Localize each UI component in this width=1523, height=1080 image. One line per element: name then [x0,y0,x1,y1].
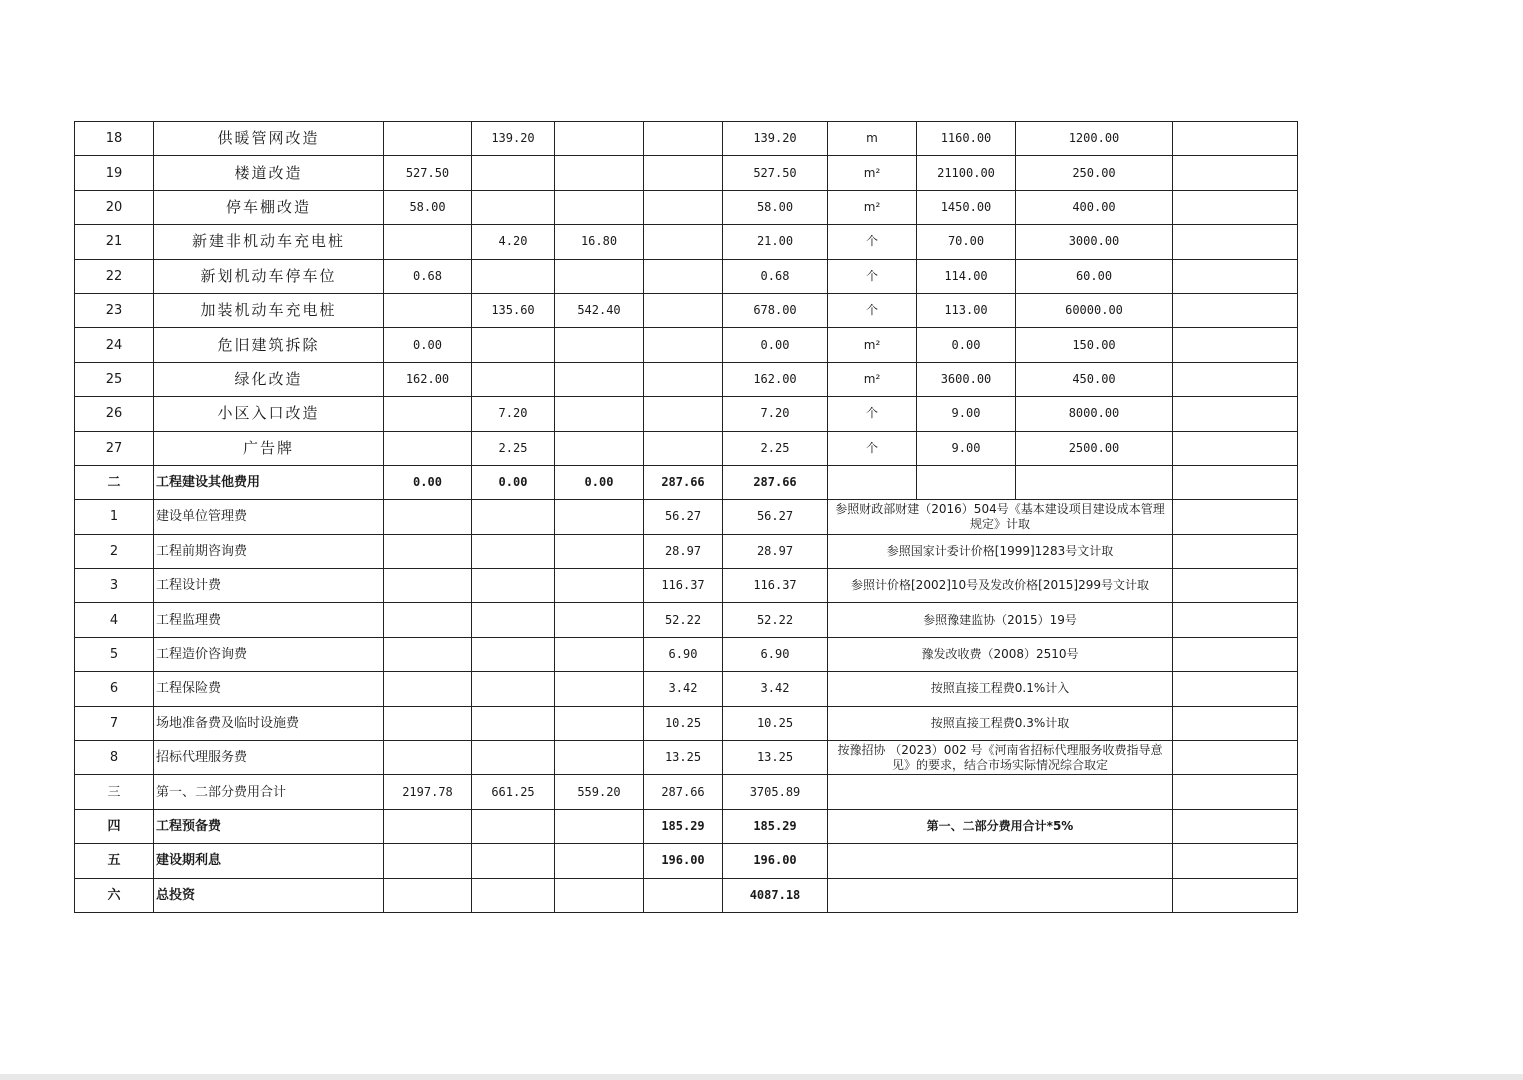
empty-cell [472,500,555,534]
note [1173,431,1298,465]
row-no: 1 [75,500,154,534]
interest-row [75,844,1298,878]
row-no: 27 [75,431,154,465]
empty-cell [384,809,472,843]
cost-col-4 [644,156,723,190]
unit: 个 [828,259,917,293]
cost-col-4: 185.29 [644,809,723,843]
unit: 个 [828,431,917,465]
cost-col-1 [384,397,472,431]
item-name: 楼道改造 [154,156,384,190]
cost-col-3: 0.00 [555,465,644,499]
empty-cell [384,500,472,534]
cost-col-1: 162.00 [384,362,472,396]
cost-total: 139.20 [723,122,828,156]
empty-cell [555,706,644,740]
page-bottom-edge [0,1074,1523,1080]
cost-col-4 [644,122,723,156]
cost-col-4: 10.25 [644,706,723,740]
table-row [75,706,1298,740]
unit-price: 150.00 [1016,328,1173,362]
note [1173,397,1298,431]
empty-cell [472,844,555,878]
quantity: 3600.00 [917,362,1016,396]
empty-cell [555,672,644,706]
note [1173,293,1298,327]
note [1173,603,1298,637]
unit-price: 60.00 [1016,259,1173,293]
cost-col-4: 287.66 [644,465,723,499]
empty-cell [384,706,472,740]
cost-col-3: 542.40 [555,293,644,327]
empty-cell [384,844,472,878]
row-no: 五 [75,844,154,878]
cost-col-4: 116.37 [644,569,723,603]
row-no: 六 [75,878,154,912]
table-row [75,569,1298,603]
cost-col-1 [384,293,472,327]
row-no: 3 [75,569,154,603]
empty-cell [555,844,644,878]
empty-cell [384,603,472,637]
basis-remark: 按照直接工程费0.3%计取 [828,706,1173,740]
note [1173,672,1298,706]
table-row [75,431,1298,465]
empty-cell [555,603,644,637]
note [1173,328,1298,362]
item-name: 总投资 [154,878,384,912]
basis-remark: 第一、二部分费用合计*5% [828,809,1173,843]
cost-col-4: 13.25 [644,741,723,775]
row-no: 6 [75,672,154,706]
empty-cell [644,878,723,912]
unit-price: 60000.00 [1016,293,1173,327]
item-name: 小区入口改造 [154,397,384,431]
table-row [75,259,1298,293]
table-row [75,534,1298,568]
unit: m² [828,156,917,190]
cost-col-4: 287.66 [644,775,723,809]
cost-col-4 [644,190,723,224]
empty-cell [828,465,917,499]
table-row [75,397,1298,431]
item-name: 停车棚改造 [154,190,384,224]
basis-remark: 参照计价格[2002]10号及发改价格[2015]299号文计取 [828,569,1173,603]
unit: 个 [828,225,917,259]
cost-total: 287.66 [723,465,828,499]
table-row [75,637,1298,671]
note [1173,741,1298,775]
cost-col-4 [644,293,723,327]
unit-price: 1200.00 [1016,122,1173,156]
cost-total: 527.50 [723,156,828,190]
empty-cell [472,569,555,603]
quantity: 113.00 [917,293,1016,327]
unit-price: 250.00 [1016,156,1173,190]
investment-estimate-table [74,121,1298,913]
empty-cell [472,809,555,843]
cost-col-4: 28.97 [644,534,723,568]
item-name: 场地准备费及临时设施费 [154,706,384,740]
table-row [75,122,1298,156]
cost-col-3 [555,190,644,224]
unit-price: 450.00 [1016,362,1173,396]
empty-cell [384,672,472,706]
item-name: 加装机动车充电桩 [154,293,384,327]
quantity: 70.00 [917,225,1016,259]
note [1173,878,1298,912]
quantity: 1160.00 [917,122,1016,156]
empty-cell [555,878,644,912]
basis-remark [828,878,1173,912]
cost-col-2 [472,259,555,293]
note [1173,775,1298,809]
note [1173,122,1298,156]
row-no: 四 [75,809,154,843]
note [1173,809,1298,843]
cost-total: 10.25 [723,706,828,740]
item-name: 工程前期咨询费 [154,534,384,568]
table-row [75,603,1298,637]
cost-col-1: 0.00 [384,328,472,362]
empty-cell [917,465,1016,499]
note [1173,706,1298,740]
empty-cell [472,637,555,671]
cost-total: 21.00 [723,225,828,259]
unit-price: 2500.00 [1016,431,1173,465]
table-row [75,500,1298,534]
cost-total: 678.00 [723,293,828,327]
row-no: 19 [75,156,154,190]
cost-total: 0.68 [723,259,828,293]
empty-cell [384,534,472,568]
row-no: 20 [75,190,154,224]
cost-col-4 [644,225,723,259]
item-name: 新建非机动车充电桩 [154,225,384,259]
cost-total: 162.00 [723,362,828,396]
cost-col-2: 0.00 [472,465,555,499]
cost-col-1 [384,122,472,156]
row-no: 22 [75,259,154,293]
table-row [75,225,1298,259]
cost-total: 3.42 [723,672,828,706]
quantity: 9.00 [917,397,1016,431]
cost-total: 116.37 [723,569,828,603]
note [1173,225,1298,259]
basis-remark [828,775,1173,809]
cost-total: 28.97 [723,534,828,568]
cost-col-4: 52.22 [644,603,723,637]
basis-remark: 豫发改收费（2008）2510号 [828,637,1173,671]
row-no: 7 [75,706,154,740]
cost-col-1: 58.00 [384,190,472,224]
cost-total: 7.20 [723,397,828,431]
row-no: 三 [75,775,154,809]
cost-total: 58.00 [723,190,828,224]
section-two-row [75,465,1298,499]
item-name: 工程造价咨询费 [154,637,384,671]
note [1173,156,1298,190]
basis-remark: 参照国家计委计价格[1999]1283号文计取 [828,534,1173,568]
cost-col-2: 661.25 [472,775,555,809]
unit-price: 8000.00 [1016,397,1173,431]
note [1173,259,1298,293]
table-row [75,672,1298,706]
cost-total: 6.90 [723,637,828,671]
basis-remark: 按豫招协 （2023）002 号《河南省招标代理服务收费指导意见》的要求，结合市场实际情况综合取定 [828,741,1173,775]
item-name: 工程设计费 [154,569,384,603]
cost-col-4: 56.27 [644,500,723,534]
note [1173,190,1298,224]
item-name: 建设期利息 [154,844,384,878]
empty-cell [472,741,555,775]
cost-total: 4087.18 [723,878,828,912]
cost-col-4 [644,431,723,465]
empty-cell [555,809,644,843]
quantity: 1450.00 [917,190,1016,224]
cost-col-2 [472,156,555,190]
table-row [75,190,1298,224]
cost-col-4: 196.00 [644,844,723,878]
cost-total: 2.25 [723,431,828,465]
empty-cell [555,500,644,534]
cost-col-4: 3.42 [644,672,723,706]
cost-col-3 [555,397,644,431]
empty-cell [555,637,644,671]
cost-col-4 [644,328,723,362]
note [1173,844,1298,878]
contingency-row [75,809,1298,843]
cost-col-3 [555,362,644,396]
basis-remark: 按照直接工程费0.1%计入 [828,672,1173,706]
cost-total: 196.00 [723,844,828,878]
cost-col-3 [555,156,644,190]
quantity: 21100.00 [917,156,1016,190]
cost-col-3: 16.80 [555,225,644,259]
cost-col-4 [644,259,723,293]
cost-col-2: 7.20 [472,397,555,431]
cost-col-3 [555,328,644,362]
quantity: 114.00 [917,259,1016,293]
cost-col-3 [555,259,644,293]
item-name: 工程监理费 [154,603,384,637]
cost-col-2 [472,328,555,362]
empty-cell [555,741,644,775]
quantity: 0.00 [917,328,1016,362]
row-no: 25 [75,362,154,396]
table-row [75,741,1298,775]
cost-col-1: 2197.78 [384,775,472,809]
cost-col-4: 6.90 [644,637,723,671]
cost-col-3 [555,122,644,156]
empty-cell [472,534,555,568]
basis-remark: 参照财政部财建（2016）504号《基本建设项目建设成本管理规定》计取 [828,500,1173,534]
empty-cell [472,706,555,740]
cost-col-4 [644,397,723,431]
total-investment-row [75,878,1298,912]
table-row [75,156,1298,190]
table-row [75,328,1298,362]
row-no: 21 [75,225,154,259]
cost-total: 52.22 [723,603,828,637]
unit: m² [828,362,917,396]
empty-cell [472,603,555,637]
item-name: 工程预备费 [154,809,384,843]
cost-col-3: 559.20 [555,775,644,809]
note [1173,637,1298,671]
row-no: 4 [75,603,154,637]
item-name: 第一、二部分费用合计 [154,775,384,809]
cost-col-1: 0.68 [384,259,472,293]
cost-col-1 [384,431,472,465]
cost-col-1: 527.50 [384,156,472,190]
quantity: 9.00 [917,431,1016,465]
item-name: 工程保险费 [154,672,384,706]
cost-total: 0.00 [723,328,828,362]
unit-price: 400.00 [1016,190,1173,224]
cost-col-1: 0.00 [384,465,472,499]
cost-col-2: 135.60 [472,293,555,327]
cost-col-2 [472,362,555,396]
row-no: 23 [75,293,154,327]
unit: m² [828,328,917,362]
cost-col-4 [644,362,723,396]
item-name: 招标代理服务费 [154,741,384,775]
empty-cell [384,741,472,775]
empty-cell [472,878,555,912]
cost-col-2 [472,190,555,224]
basis-remark [828,844,1173,878]
unit: m² [828,190,917,224]
table-row [75,362,1298,396]
item-name: 新划机动车停车位 [154,259,384,293]
note [1173,465,1298,499]
basis-remark: 参照豫建监协（2015）19号 [828,603,1173,637]
empty-cell [555,534,644,568]
empty-cell [555,569,644,603]
cost-total: 56.27 [723,500,828,534]
item-name: 广告牌 [154,431,384,465]
cost-col-2: 139.20 [472,122,555,156]
cost-col-3 [555,431,644,465]
unit: 个 [828,397,917,431]
note [1173,500,1298,534]
cost-total: 3705.89 [723,775,828,809]
table-row [75,293,1298,327]
row-no: 二 [75,465,154,499]
item-name: 绿化改造 [154,362,384,396]
cost-total: 185.29 [723,809,828,843]
note [1173,362,1298,396]
empty-cell [384,637,472,671]
note [1173,534,1298,568]
item-name: 供暖管网改造 [154,122,384,156]
unit: 个 [828,293,917,327]
note [1173,569,1298,603]
item-name: 工程建设其他费用 [154,465,384,499]
row-no: 26 [75,397,154,431]
empty-cell [472,672,555,706]
cost-col-1 [384,225,472,259]
cost-total: 13.25 [723,741,828,775]
empty-cell [384,569,472,603]
subtotal-row [75,775,1298,809]
row-no: 5 [75,637,154,671]
cost-col-2: 4.20 [472,225,555,259]
unit-price: 3000.00 [1016,225,1173,259]
item-name: 危旧建筑拆除 [154,328,384,362]
row-no: 18 [75,122,154,156]
row-no: 24 [75,328,154,362]
empty-cell [1016,465,1173,499]
empty-cell [384,878,472,912]
item-name: 建设单位管理费 [154,500,384,534]
row-no: 2 [75,534,154,568]
cost-col-2: 2.25 [472,431,555,465]
unit: m [828,122,917,156]
row-no: 8 [75,741,154,775]
